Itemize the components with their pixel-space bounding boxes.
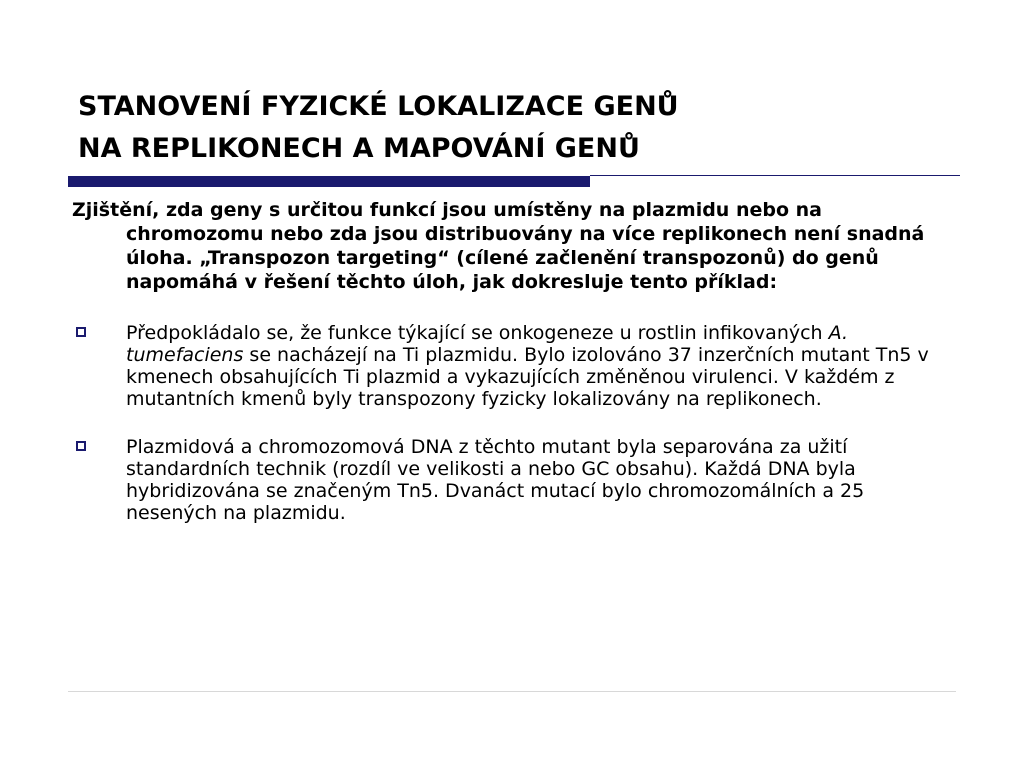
bullet-1-text-b: se nacházejí na Ti plazmidu. Bylo izolováno 37 inzerčních mutant Tn5 v kmenech obsahujících Ti plazmid a vykazujících změněnou virulenci. V každém z mutantních kmenů byly transpozony fyzicky lokalizovány na replikonech. bbox=[126, 344, 929, 410]
slide-title bbox=[78, 86, 978, 170]
slide-body bbox=[72, 198, 952, 524]
hollow-square-bullet-icon bbox=[76, 327, 86, 337]
slide-title-line-1: STANOVENÍ FYZICKÉ LOKALIZACE GENŮ bbox=[78, 91, 679, 122]
bullet-1-text-a: Předpokládalo se, že funkce týkající se onkogeneze u rostlin infikovaných bbox=[126, 322, 829, 344]
slide-title-line-2: NA REPLIKONECH A MAPOVÁNÍ GENŮ bbox=[78, 133, 640, 164]
bullet-item-1 bbox=[72, 322, 952, 410]
hollow-square-bullet-icon bbox=[76, 441, 86, 451]
bullet-2-text: Plazmidová a chromozomová DNA z těchto mutant byla separována za užití standardních technik (rozdíl ve velikosti a nebo GC obsahu). Každá DNA byla hybridizována se značeným Tn5. Dvanáct mutací bylo chromozomálních a 25 nesených na plazmidu. bbox=[126, 436, 865, 524]
bullet-1-species-name: A. tumefaciens bbox=[126, 322, 849, 366]
bullet-item-2 bbox=[72, 436, 952, 524]
title-underline-thin bbox=[590, 175, 960, 176]
footer-divider bbox=[68, 691, 956, 692]
intro-paragraph: Zjištění, zda geny s určitou funkcí jsou umístěny na plazmidu nebo na chromozomu nebo zda jsou distribuovány na více replikonech není snadná úloha. „Transpozon targeting“ (cílené začlenění transpozonů) do genů napomáhá v řešení těchto úloh, jak dokresluje tento příklad: bbox=[72, 199, 925, 293]
title-underline-thick bbox=[68, 176, 590, 187]
